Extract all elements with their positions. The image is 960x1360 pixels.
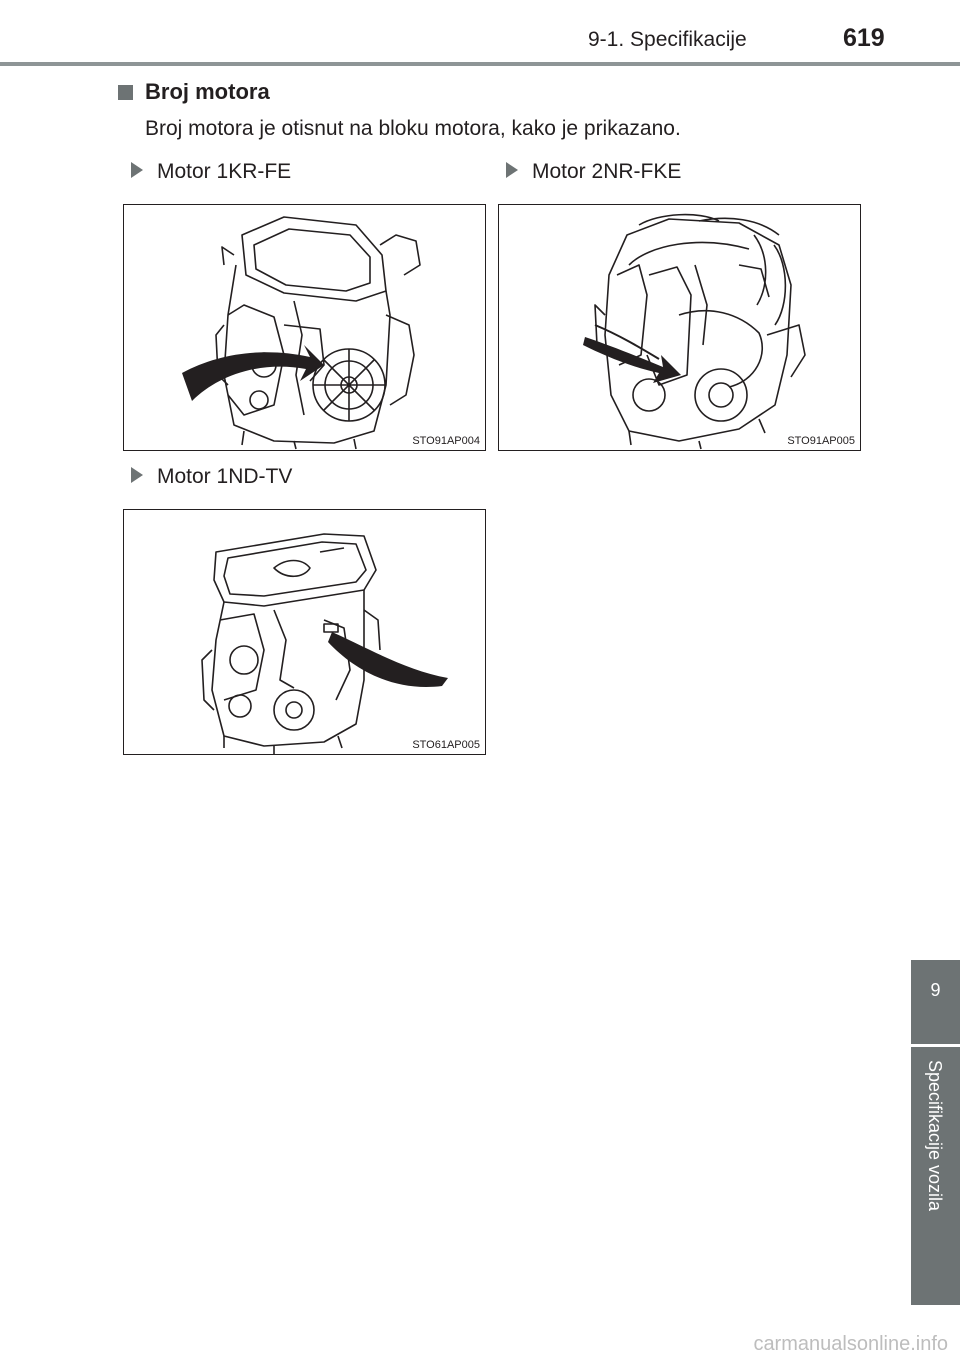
triangle-bullet-icon — [131, 467, 143, 483]
section-intro: Broj motora je otisnut na bloku motora, kako je prikazano. — [145, 117, 681, 140]
caption-1kr-fe — [131, 160, 291, 184]
chapter-number: 9 — [930, 980, 941, 1000]
engine-2nr-fke-illustration — [499, 205, 862, 452]
caption-text: Motor 1KR-FE — [157, 160, 292, 183]
figure-code: STO91AP005 — [787, 435, 855, 447]
page-number: 619 — [843, 24, 885, 52]
caption-text: Motor 1ND-TV — [157, 465, 293, 488]
figure-engine-2nr-fke — [498, 204, 861, 451]
watermark: carmanualsonline.info — [753, 1333, 948, 1355]
caption-2nr-fke — [506, 160, 681, 184]
figure-engine-1nd-tv — [123, 509, 486, 755]
chapter-side-tab — [911, 960, 960, 1305]
triangle-bullet-icon — [506, 162, 518, 178]
header-rule — [0, 62, 960, 66]
caption-text: Motor 2NR-FKE — [532, 160, 682, 183]
figure-code: STO91AP004 — [412, 435, 480, 447]
square-bullet-icon — [118, 85, 133, 100]
triangle-bullet-icon — [131, 162, 143, 178]
figure-code: STO61AP005 — [412, 739, 480, 751]
tab-divider — [911, 1044, 960, 1047]
engine-1kr-fe-illustration — [124, 205, 487, 452]
figure-engine-1kr-fe — [123, 204, 486, 451]
chapter-label: Specifikacije vozila — [925, 1060, 945, 1212]
header-section-title: 9-1. Specifikacije — [588, 28, 747, 51]
caption-1nd-tv — [131, 465, 292, 489]
engine-1nd-tv-illustration — [124, 510, 487, 756]
section-title: Broj motora — [145, 79, 270, 104]
